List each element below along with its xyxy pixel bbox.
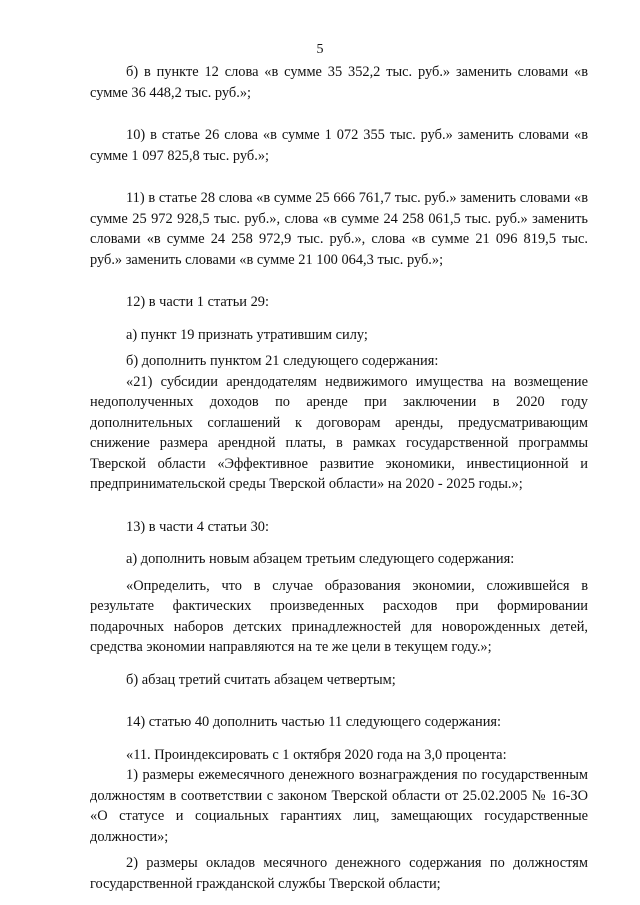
paragraph-14-quote-intro: «11. Проиндексировать с 1 октября 2020 года на 3,0 процента: (126, 746, 507, 763)
paragraph-13-b: б) абзац третий считать абзацем четвертым; (126, 671, 396, 688)
paragraph-13-quote: «Определить, что в случае образования экономии, сложившейся в результате фактических произведенных расходов при формировании подарочных наборов детских принадлежностей для новорожденных детей, средства экономии направляются на те же цели в текущем году.»; (90, 577, 588, 655)
paragraph-14: 14) статью 40 дополнить частью 11 следующего содержания: (126, 714, 502, 730)
page-number: 5 (316, 42, 324, 57)
paragraph-12: 12) в части 1 статьи 29: (126, 294, 269, 310)
document-body (90, 62, 588, 894)
paragraph-12-b: б) дополнить пунктом 21 следующего содержания: (126, 353, 439, 369)
paragraph-11: 11) в статье 28 слова «в сумме 25 666 761,7 тыс. руб.» заменить словами «в сумме 25 972 928,5 тыс. руб.», слова «в сумме 24 258 061,5 тыс. руб.» заменить словами «в сумме 24 258 972,9 тыс. руб.», слова «в сумме 21 096 819,5 тыс. руб.» заменить словами «в сумме 21 100 064,3 тыс. руб.»; (90, 190, 588, 268)
paragraph-b-point-12: б) в пункте 12 слова «в сумме 35 352,2 тыс. руб.» заменить словами «в сумме 36 448,2 тыс. руб.»; (90, 64, 588, 101)
paragraph-13: 13) в части 4 статьи 30: (126, 518, 269, 535)
paragraph-12-a: а) пункт 19 признать утратившим силу; (126, 326, 368, 343)
paragraph-14-item-1: 1) размеры ежемесячного денежного вознаграждения по государственным должностям в соответствии с законом Тверской области от 25.02.2005 № 16-ЗО «О статусе и социальных гарантиях лиц, замещающих государственные должности»; (90, 767, 588, 845)
paragraph-14-item-2: 2) размеры окладов месячного денежного содержания по должностям государственной гражданской службы Тверской области; (90, 855, 588, 892)
paragraph-10: 10) в статье 26 слова «в сумме 1 072 355 тыс. руб.» заменить словами «в сумме 1 097 825,8 тыс. руб.»; (90, 127, 588, 164)
paragraph-12-quote: «21) субсидии арендодателям недвижимого имущества на возмещение недополученных доходов по аренде при заключении в 2020 году дополнительных соглашений к договорам аренды, предусматривающим снижение размера арендной платы, в рамках государственной программы Тверской области «Эффективное развитие экономики, инвестиционной и предпринимательской среды Тверской области» на 2020 - 2025 годы.»; (90, 373, 588, 492)
paragraph-13-a: а) дополнить новым абзацем третьим следующего содержания: (126, 551, 515, 567)
